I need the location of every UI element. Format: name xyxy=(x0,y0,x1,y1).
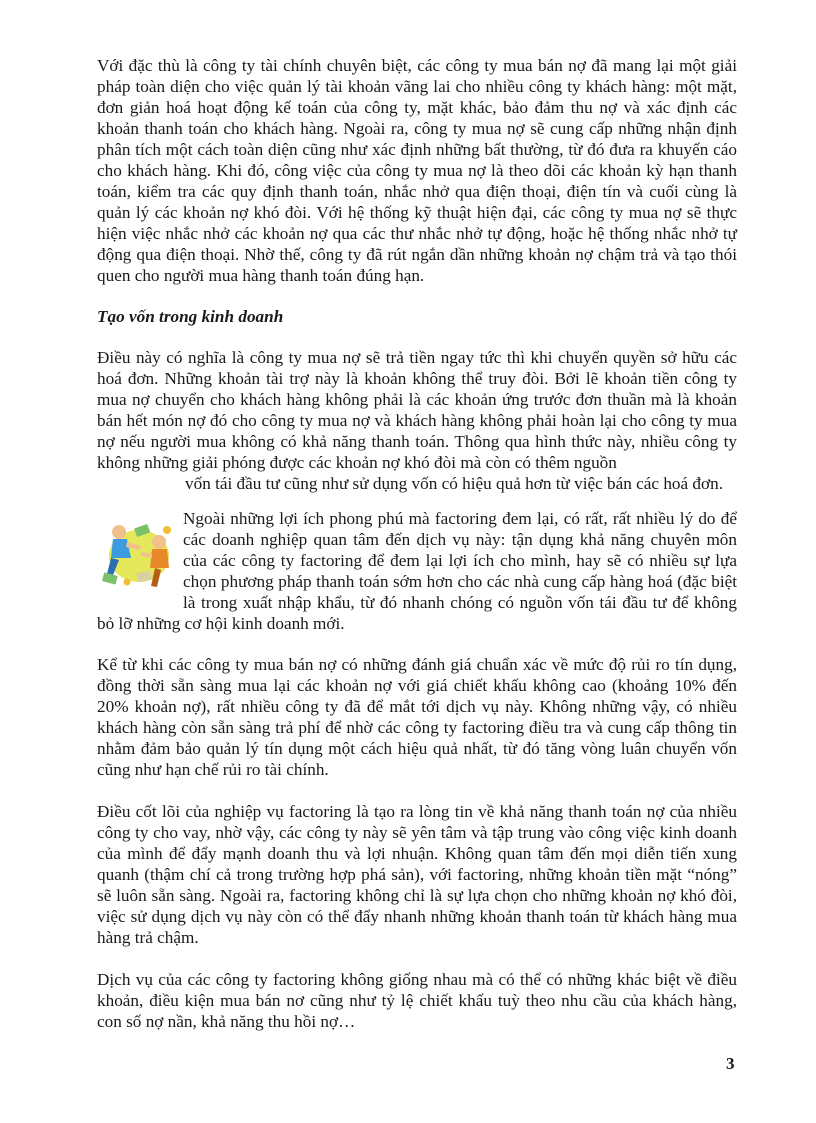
paragraph-2: Điều này có nghĩa là công ty mua nợ sẽ trả tiền ngay tức thì khi chuyển quyền sở hữu các hoá đơn. Những khoản tài trợ này là khoản không thể truy đòi. Bởi lẽ khoản tiền công ty mua nợ chuyển cho khách hàng không phải là các khoản ứng trước đơn thuần mà là khoản bán hết món nợ đó cho công ty mua nợ và khách hàng không phải hoàn lại cho công ty mua nợ nếu người mua không có khả năng thanh toán. Thông qua hình thức này, nhiều công ty không những giải phóng được các khoản nợ khó đòi mà còn có thêm nguồn xyxy=(97,348,737,472)
section-heading: Tạo vốn trong kinh doanh xyxy=(97,307,284,326)
paragraph-5: Điều cốt lõi của nghiệp vụ factoring là tạo ra lòng tin về khả năng thanh toán nợ của nhiều công ty cho vay, nhờ vậy, các công ty này sẽ yên tâm và tập trung vào công việc kinh doanh của mình để đẩy mạnh doanh thu và lợi nhuận. Không quan tâm đến mọi diễn tiến xung quanh (thậm chí cả trong trường hợp phá sản), với factoring, những khoản tiền mặt “nóng” sẽ luôn sẵn sàng. Ngoài ra, factoring không chỉ là sự lựa chọn cho những khoản nợ khó đòi, việc sử dụng dịch vụ này còn có thể đẩy nhanh những khoản thanh toán từ khách hàng mua hàng trả chậm. xyxy=(97,802,737,947)
paragraph-4: Kể từ khi các công ty mua bán nợ có những đánh giá chuẩn xác về mức độ rủi ro tín dụng, đồng thời sẵn sàng mua lại các khoản nợ với giá chiết khấu không cao (khoảng 10% đến 20% khoản nợ), rất nhiều công ty đã để mắt tới dịch vụ này. Không những vậy, có nhiều khách hàng còn sẵn sàng trả phí để nhờ các công ty factoring điều tra và cung cấp thông tin nhằm đảm bảo quản lý tín dụng một cách hiệu quả nhất, từ đó tăng vòng luân chuyển vốn cũng như hạn chế rủi ro tài chính. xyxy=(97,655,737,779)
paragraph-2-continued: vốn tái đầu tư cũng như sử dụng vốn có hiệu quả hơn từ việc bán các hoá đơn. xyxy=(185,474,723,493)
paragraph-1: Với đặc thù là công ty tài chính chuyên biệt, các công ty mua bán nợ đã mang lại một giải pháp toàn diện cho việc quản lý tài khoản vãng lai cho nhiều công ty khách hàng: một mặt, đơn giản hoá hoạt động kế toán của công ty, mặt khác, bảo đảm thu nợ và xác định các khoản thanh toán cho khách hàng. Ngoài ra, công ty mua nợ sẽ cung cấp những nhận định phân tích một cách toàn diện cũng như xác định những bất thường, từ đó đưa ra khuyến cáo cho khách hàng. Khi đó, công việc của công ty mua nợ là theo dõi các khoản kỳ hạn thanh toán, kiểm tra các quy định thanh toán, nhắc nhở qua điện thoại, điện tín và cuối cùng là quản lý các khoản nợ khó đòi. Với hệ thống kỹ thuật hiện đại, các công ty mua nợ sẽ thực hiện việc nhắc nhở các khoản nợ qua các thư nhắc nhở tự động, hoặc hệ thống nhắc nhở tự động qua điện thoại. Nhờ thế, công ty đã rút ngắn dần những khoản nợ chậm trả và tạo thói quen cho người mua hàng thanh toán đúng hạn. xyxy=(97,56,737,285)
illustrated-paragraph xyxy=(97,508,737,634)
document-body xyxy=(97,55,737,1032)
people-exchanging-money-icon xyxy=(97,512,179,596)
page-number: 3 xyxy=(726,1054,735,1073)
paragraph-6: Dịch vụ của các công ty factoring không giống nhau mà có thể có những khác biệt về điều khoản, điều kiện mua bán nơ cũng như tỷ lệ chiết khấu tuỳ theo nhu cầu của khách hàng, con số nợ nần, khả năng thu hồi nợ… xyxy=(97,970,737,1031)
paragraph-3: Ngoài những lợi ích phong phú mà factoring đem lại, có rất, rất nhiều lý do để các doanh nghiệp quan tâm đến dịch vụ này: tận dụng khả năng chuyên môn của các công ty factoring để đem lại lợi ích cho mình, hay sẽ có nhiều sự lựa chọn phương pháp thanh toán sớm hơn cho các nhà cung cấp hàng hoá (đặc biệt là trong xuất nhập khẩu, từ đó nhanh chóng có nguồn vốn tái đầu tư để không bỏ lỡ những cơ hội kinh doanh mới. xyxy=(97,509,737,633)
